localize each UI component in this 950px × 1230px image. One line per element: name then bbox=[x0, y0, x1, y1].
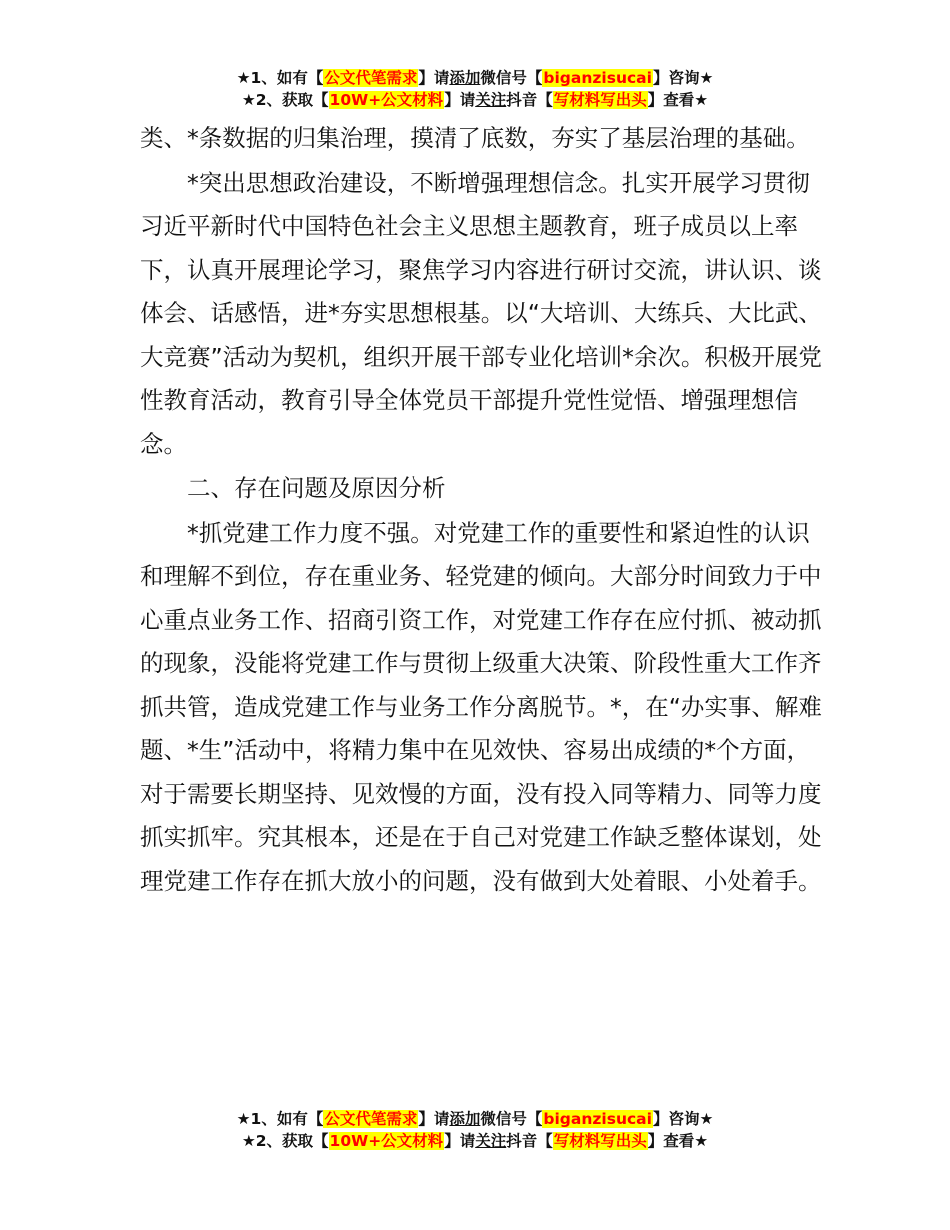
banner-text: 】查看★ bbox=[647, 1132, 709, 1150]
banner-highlight: 写材料写出头 bbox=[553, 91, 647, 109]
header-banner bbox=[0, 67, 950, 111]
banner-line-2 bbox=[0, 89, 950, 111]
banner-text: 】请 bbox=[444, 1132, 476, 1150]
banner-text: 】请 bbox=[444, 91, 476, 109]
footer-banner bbox=[0, 1108, 950, 1152]
banner-highlight: 写材料写出头 bbox=[553, 1132, 647, 1150]
document-body bbox=[140, 117, 830, 903]
banner-highlight: 10W+公文材料 bbox=[329, 1132, 444, 1150]
paragraph-ideology: *突出思想政治建设，不断增强理想信念。扎实开展学习贯彻习近平新时代中国特色社会主义思想主题教育，班子成员以上率下，认真开展理论学习，聚焦学习内容进行研讨交流，讲认识、谈体会、话感悟，进*夯实思想根基。以“大培训、大练兵、大比武、大竞赛”活动为契机，组织开展干部专业化培训*余次。积极开展党性教育活动，教育引导全体党员干部提升党性觉悟、增强理想信念。 bbox=[140, 168, 822, 458]
paragraph-continuation: 类、*条数据的归集治理，摸清了底数，夯实了基层治理的基础。 bbox=[140, 124, 810, 152]
banner-text: ★1、如有【 bbox=[236, 69, 324, 87]
banner-text: ★1、如有【 bbox=[236, 1110, 324, 1128]
banner-underline: 添加 bbox=[449, 69, 481, 87]
banner-text: 抖音【 bbox=[506, 91, 553, 109]
banner-text: 微信号【 bbox=[480, 1110, 543, 1128]
banner-underline: 添加 bbox=[449, 1110, 481, 1128]
banner-underline: 关注 bbox=[475, 1132, 507, 1150]
banner-highlight: biganzisucai bbox=[543, 69, 652, 87]
banner-text: 】咨询★ bbox=[652, 1110, 714, 1128]
banner-text: ★2、获取【 bbox=[241, 1132, 329, 1150]
banner-text: 】查看★ bbox=[647, 91, 709, 109]
banner-line-2 bbox=[0, 1130, 950, 1152]
banner-highlight: 10W+公文材料 bbox=[329, 91, 444, 109]
banner-text: 】请 bbox=[418, 69, 450, 87]
section-heading: 二、存在问题及原因分析 bbox=[187, 474, 446, 502]
banner-text: 抖音【 bbox=[506, 1132, 553, 1150]
banner-text: 】请 bbox=[418, 1110, 450, 1128]
banner-text: 微信号【 bbox=[480, 69, 543, 87]
banner-highlight: 公文代笔需求 bbox=[324, 1110, 418, 1128]
banner-line-1 bbox=[0, 67, 950, 89]
banner-text: 】咨询★ bbox=[652, 69, 714, 87]
banner-underline: 关注 bbox=[475, 91, 507, 109]
banner-highlight: biganzisucai bbox=[543, 1110, 652, 1128]
banner-highlight: 公文代笔需求 bbox=[324, 69, 418, 87]
paragraph-party-building: *抓党建工作力度不强。对党建工作的重要性和紧迫性的认识和理解不到位，存在重业务、轻党建的倾向。大部分时间致力于中心重点业务工作、招商引资工作，对党建工作存在应付抓、被动抓的现象，没能将党建工作与贯彻上级重大决策、阶段性重大工作齐抓共管，造成党建工作与业务工作分离脱节。*，在“办实事、解难题、*生”活动中，将精力集中在见效快、容易出成绩的*个方面，对于需要长期坚持、见效慢的方面，没有投入同等精力、同等力度抓实抓牢。究其根本，还是在于自己对党建工作缺乏整体谋划，处理党建工作存在抓大放小的问题，没有做到大处着眼、小处着手。 bbox=[140, 518, 822, 895]
banner-text: ★2、获取【 bbox=[241, 91, 329, 109]
banner-line-1 bbox=[0, 1108, 950, 1130]
